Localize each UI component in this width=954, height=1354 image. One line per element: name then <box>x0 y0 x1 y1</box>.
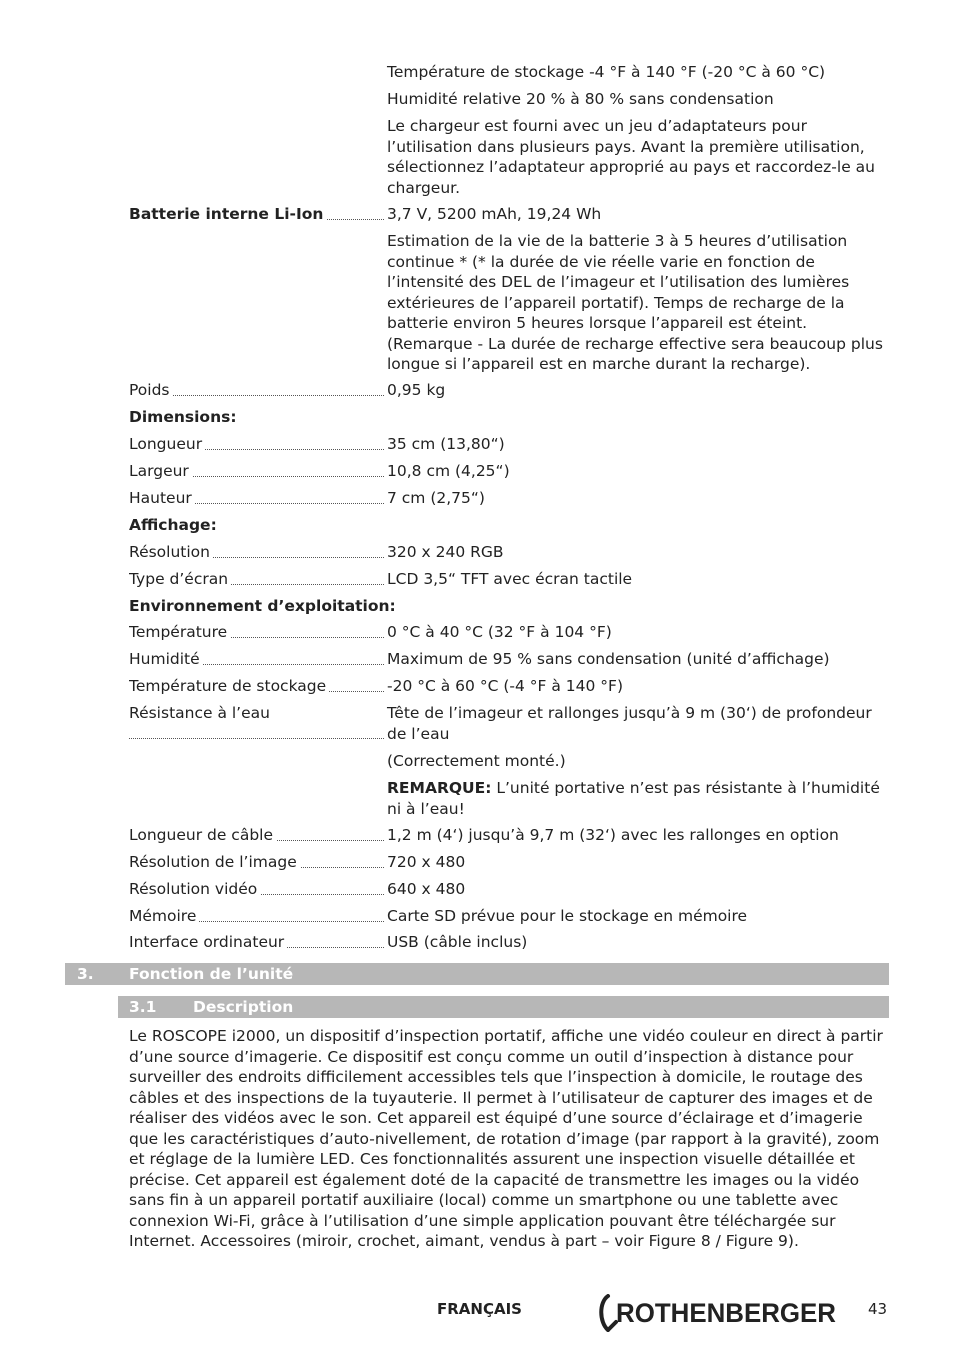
spec-label: Largeur <box>129 462 192 480</box>
page-number: 43 <box>868 1300 888 1318</box>
spec-row <box>129 703 889 744</box>
charger-note: Le chargeur est fourni avec un jeu d’adaptateurs pour l’utilisation dans plusieurs pays. Avant la première utilisation, sélectionnez l’adaptateur approprié au pays et raccordez-le au chargeur. <box>387 117 875 197</box>
spec-row <box>129 62 889 83</box>
section-number: 3. <box>77 965 94 983</box>
spec-row <box>129 434 889 455</box>
spec-value: Humidité relative 20 % à 80 % sans condensation <box>387 90 774 108</box>
spec-row <box>129 906 889 927</box>
section-title: Fonction de l’unité <box>129 965 294 983</box>
spec-label: Type d’écran <box>129 570 231 588</box>
spec-label: Humidité <box>129 650 203 668</box>
spec-label: Poids <box>129 381 173 399</box>
spec-row <box>129 461 889 482</box>
spec-label: Longueur de câble <box>129 826 276 844</box>
spec-label: Température <box>129 623 230 641</box>
remark-label: REMARQUE: <box>387 779 492 797</box>
spec-value: 0,95 kg <box>387 381 446 399</box>
spec-label: Résolution <box>129 543 213 561</box>
spec-label: Résistance à l’eau <box>129 704 273 722</box>
spec-row <box>129 879 889 900</box>
spec-value: 640 x 480 <box>387 880 466 898</box>
spec-value: 3,7 V, 5200 mAh, 19,24 Wh <box>387 205 602 223</box>
spec-value: 320 x 240 RGB <box>387 543 504 561</box>
section-heading-3 <box>65 963 889 985</box>
spec-row-battery <box>129 204 889 225</box>
spec-label: Interface ordinateur <box>129 933 287 951</box>
spec-row <box>129 89 889 110</box>
spec-value: 10,8 cm (4,25“) <box>387 462 510 480</box>
mounted-note: (Correctement monté.) <box>387 752 566 770</box>
group-heading-environment: Environnement d’exploitation: <box>129 597 396 615</box>
spec-row <box>129 569 889 590</box>
brand-wordmark: ROTHENBERGER <box>616 1298 836 1328</box>
spec-value: 0 °C à 40 °C (32 °F à 104 °F) <box>387 623 612 641</box>
spec-row <box>129 825 889 846</box>
spec-value: 1,2 m (4‘) jusqu’à 9,7 m (32‘) avec les rallonges en option <box>387 826 839 844</box>
remark-text: L’unité portative n’est pas résistante à l’humidité ni à l’eau! <box>387 779 880 818</box>
spec-row <box>129 751 889 772</box>
rothenberger-logo <box>596 1294 841 1332</box>
spec-label: Longueur <box>129 435 205 453</box>
spec-label: Hauteur <box>129 489 195 507</box>
spec-row <box>129 932 889 953</box>
spec-row <box>129 622 889 643</box>
spec-row <box>129 231 889 375</box>
spec-value: 35 cm (13,80“) <box>387 435 505 453</box>
section-heading-3-1 <box>118 996 889 1018</box>
spec-label: Résolution vidéo <box>129 880 260 898</box>
spec-value: USB (câble inclus) <box>387 933 528 951</box>
spec-value: Température de stockage -4 °F à 140 °F (-20 °C à 60 °C) <box>387 63 826 81</box>
spec-row-weight <box>129 380 889 401</box>
group-heading-display: Affichage: <box>129 516 217 534</box>
footer-language: FRANÇAIS <box>437 1300 522 1318</box>
spec-row <box>129 778 889 819</box>
spec-row <box>129 676 889 697</box>
spec-label: Batterie interne Li-Ion <box>129 205 326 223</box>
remark <box>387 778 889 819</box>
spec-label: Température de stockage <box>129 677 329 695</box>
section-number: 3.1 <box>129 998 157 1016</box>
spec-row <box>129 542 889 563</box>
spec-value: Maximum de 95 % sans condensation (unité d’affichage) <box>387 650 830 668</box>
battery-note: Estimation de la vie de la batterie 3 à 5 heures d’utilisation continue * (* la durée de vie réelle varie en fonction de l’intensité des DEL de l’imageur et l’utilisation des lumières extérieures de l’appareil portatif). Temps de recharge de la batterie environ 5 heures lorsque l’appareil est éteint. (Remarque - La durée de recharge effective sera beaucoup plus longue si l’appareil est en marche durant la recharge). <box>387 232 883 373</box>
group-heading-dimensions: Dimensions: <box>129 408 237 426</box>
spec-value: Carte SD prévue pour le stockage en mémoire <box>387 907 748 925</box>
spec-value: LCD 3,5“ TFT avec écran tactile <box>387 570 633 588</box>
spec-row <box>129 649 889 670</box>
spec-value: 720 x 480 <box>387 853 466 871</box>
spec-row <box>129 116 889 198</box>
section-title: Description <box>193 998 294 1016</box>
spec-row <box>129 852 889 873</box>
spec-label: Résolution de l’image <box>129 853 300 871</box>
spec-value: -20 °C à 60 °C (-4 °F à 140 °F) <box>387 677 623 695</box>
spec-row <box>129 488 889 509</box>
spec-label: Mémoire <box>129 907 199 925</box>
spec-value: 7 cm (2,75“) <box>387 489 485 507</box>
description-paragraph: Le ROSCOPE i2000, un dispositif d’inspection portatif, affiche une vidéo couleur en direct à partir d’une source d’imagerie. Ce dispositif est conçu comme un outil d’inspection à distance pour surveiller des endroits difficilement accessibles tels que l’inspection à domicile, le routage des câbles et des inspections de la tuyauterie. Il permet à l’utilisateur de capturer des images et de réaliser des vidéos avec le son. Cet appareil est équipé d’une source d’éclairage et d’imagerie que les caractéristiques d’auto-nivellement, de rotation d’image (par rapport à la gravité), zoom et réglage de la lumière LED. Ces fonctionnalités assurent une inspection visuelle détaillée et précise. Cet appareil est également doté de la capacité de transmettre les images ou la vidéo sans fin à un appareil portatif auxiliaire (local) comme un smartphone ou une tablette avec connexion Wi-Fi, grâce à l’utilisation d’une simple application pouvant être téléchargée sur Internet. Accessoires (miroir, crochet, aimant, vendus à part – voir Figure 8 / Figure 9). <box>129 1027 883 1250</box>
spec-value: Tête de l’imageur et rallonges jusqu’à 9 m (30‘) de profondeur de l’eau <box>387 704 872 743</box>
